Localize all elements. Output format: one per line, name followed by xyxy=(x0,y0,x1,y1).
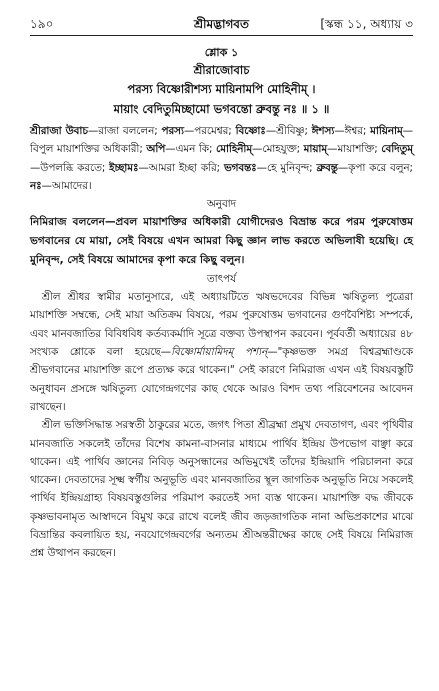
purport-text: —"কৃষ্ণভক্ত সমগ্র বিশ্বব্রহ্মাণ্ডকে শ্রীভগবানের মায়াশক্তি রূপে প্রত্যক্ষ করে থাকেন।" সেই কারণে নিমিরাজ এখন এই বিষয়বস্তুটি অনুধাবন প্রসঙ্গে ঋষিতুল্য যোগেন্দ্রগণের কাছ থেকে আরও বিশদ তথ্য পরিবেশনের আবেদন রাখছেন। xyxy=(30,346,413,413)
purport-text: শ্রীল শ্রীধর স্বামীর মতানুসারে, এই অধ্যায়টিতে ঋষভদেবের বিভিন্ন ঋষিতুল্য পুত্রেরা মায়াশক্তি সম্বন্ধে, সেই মায়া অতিক্রম বিষয়ে, পরম পুরুষোত্তম ভগবানের গুণবৈশিষ্ট্য সম্পর্কে, এবং মানবজাতির বিবিধবিধ কর্তব্যকর্মাদি সূত্রে বক্তব্য উপস্থাপন করবেন। পূর্ববর্তী অধ্যায়ের ৪৮ সংখ্যক শ্লোকে বলা হয়েছে— xyxy=(30,291,413,359)
purport-heading: তাৎপর্য xyxy=(206,273,237,286)
book-title: শ্রীমদ্ভাগবত xyxy=(193,17,249,31)
synonym-term: পরস্য xyxy=(161,125,184,137)
synonym-term: বেদিতুম্ xyxy=(381,143,413,156)
verse-line-2: মায়াং বেদিতুমিচ্ছামো ভগবন্তো ব্রুবন্তু নঃ ॥ ১ ॥ xyxy=(113,102,330,116)
synonym-term: অপি xyxy=(146,143,166,156)
translation-text: নিমিরাজ বললেন—প্রবল মায়াশক্তির অধিকারী যোগীদেরও বিভ্রান্ত করে পরম পুরুষোত্তম ভগবানের যে মায়া, সেই বিষয়ে এখন আমরা কিছু জ্ঞান লাভ করতে অভিলাষী হয়েছি। হে মুনিবৃন্দ, সেই বিষয়ে আমাদের কৃপা করে কিছু বলুন। xyxy=(30,216,413,267)
sloka-speaker: শ্রীরাজোবাচ xyxy=(193,63,250,77)
translation-heading: অনুবাদ xyxy=(206,198,237,211)
synonym-meaning: ঈশ্বর; xyxy=(344,125,371,137)
canto-chapter: [স্কন্ধ ১১, অধ্যায় ৩ xyxy=(320,17,413,31)
synonym-term: মোহিনীম্ xyxy=(216,143,253,156)
synonym-meaning: রাজা বললেন; xyxy=(98,125,162,137)
purport-paragraph: শ্রীল ভক্তিসিদ্ধান্ত সরস্বতী ঠাকুরের মতে, জগৎ পিতা শ্রীব্রহ্মা প্রমুখ দেবতাগণ, এবং পৃথিবীর মানবজাতি সকলেই তাঁদের বিশেষ কামনা-বাসনার মাধ্যমে পার্থিব ইন্দ্রিয় উপভোগ বাঞ্ছা করে থাকেন। এই পার্থিব জ্ঞানের নিবিড় অনুসন্ধানের অভিমুখেই তাঁদের ইন্দ্রিয়াদি পরিচালনা করে থাকেন। দেবতাদের সূক্ষ্ম স্বর্গীয় অনুভূতি এবং মানবজাতির স্থূল জাগতিক অনুভূতি নিয়ে সকলেই পার্থিব ইন্দ্রিয়গ্রাহ্য বিষয়বস্তুগুলির পরিমাপ করতেই সদা ব্যস্ত থাকেন। মায়াশক্তি বদ্ধ জীবকে কৃষ্ণভাবনামৃত আস্বাদনে বিমুখ করে রাখে বলেই জীব জড়জাগতিক নানা অভিপ্রকাশের মাঝে বিভ্রান্তির কবলায়িত হয়, নবযোগেন্দ্রবর্গের অন্যতম শ্রীঅন্তরীক্ষের কাছে সেই বিষয়ে নিমিরাজ প্রশ্ন উত্থাপন করছেন। xyxy=(30,419,413,560)
synonym-meaning: উপলব্ধি করতে; xyxy=(40,161,110,174)
sloka-label: শ্লোক ১ xyxy=(204,46,239,59)
synonym-meaning: মোহযুক্ত; xyxy=(262,143,304,156)
synonym-meaning: আমরা ইচ্ছা করি; xyxy=(148,161,224,174)
synonym-term: মায়িনাম্ xyxy=(370,125,403,137)
purport-quote: বিষ্ণোর্মায়ামিদম্ পশ্যন্ xyxy=(171,346,268,359)
synonym-term: ঈশস্য xyxy=(311,125,335,137)
synonym-term: মায়াম্ xyxy=(303,143,328,156)
synonym-meaning: মায়াশক্তি; xyxy=(337,143,382,156)
synonym-meaning: কৃপা করে বলুন; xyxy=(348,161,413,174)
word-synonyms: শ্রীরাজা উবাচ—রাজা বললেন; পরস্য—পরমেশ্বর; বিষ্ণোঃ—শ্রীবিষ্ণু; ঈশস্য—ঈশ্বর; মায়িনাম্—বিপুল মায়াশক্তির অধিকারী; অপি—এমন কি; মোহিনীম্—মোহযুক্ত; মায়াম্—মায়াশক্তি; বেদিতুম্—উপলব্ধি করতে; ইচ্ছামঃ—আমরা ইচ্ছা করি; ভগবন্তঃ—হে মুনিবৃন্দ; ব্রুবন্তু—কৃপা করে বলুন; নঃ—আমাদের। xyxy=(30,125,413,192)
synonym-term: ইচ্ছামঃ xyxy=(109,161,139,174)
synonym-meaning: শ্রীবিষ্ণু; xyxy=(276,125,312,137)
synonym-meaning: পরমেশ্বর; xyxy=(194,125,236,137)
synonym-meaning: হে মুনিবৃন্দ; xyxy=(266,161,317,174)
purport-body xyxy=(30,288,413,562)
synonym-meaning: এমন কি; xyxy=(175,143,217,156)
synonym-term: বিষ্ণোঃ xyxy=(235,125,266,137)
synonym-meaning: আমাদের। xyxy=(51,179,92,192)
page-header xyxy=(30,13,413,35)
page-body xyxy=(30,44,413,563)
synonym-term: নঃ xyxy=(30,179,42,192)
synonym-term: শ্রীরাজা উবাচ xyxy=(30,125,88,137)
header-rule xyxy=(30,35,413,36)
synonym-meaning: বিপুল মায়াশক্তির অধিকারী; xyxy=(30,143,147,156)
synonym-term: ভগবন্তঃ xyxy=(223,161,257,174)
verse-line-1: পরস্য বিষ্ণোরীশস্য মায়িনামপি মোহিনীম্ । xyxy=(127,82,316,96)
purport-paragraph xyxy=(30,288,413,416)
synonym-term: ব্রুবন্তু xyxy=(316,161,338,174)
page-number: ১৯০ xyxy=(30,17,54,31)
